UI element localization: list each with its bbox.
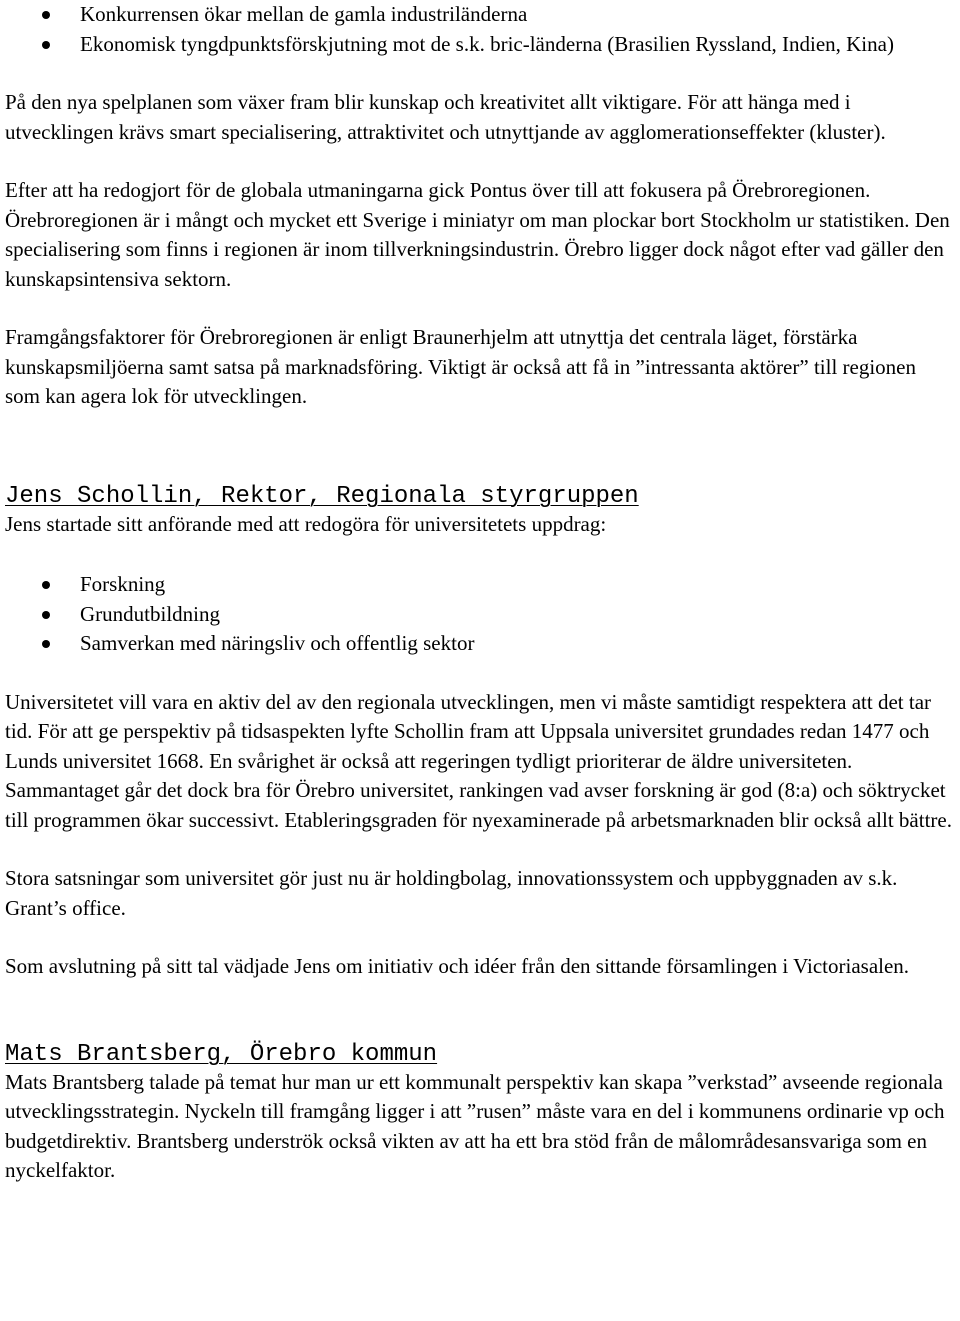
paragraph-satsningar: Stora satsningar som universitet gör just nu är holdingbolag, innovationssystem och uppbyggnaden av s.k. Grant’s office. xyxy=(5,866,898,920)
list-item: Ekonomisk tyngdpunktsförskjutning mot de s.k. bric-länderna (Brasilien Ryssland, Indien, Kina) xyxy=(80,30,960,60)
paragraph-framgangsfaktorer: Framgångsfaktorer för Örebroregionen är enligt Braunerhjelm att utnyttja det centrala läget, förstärka kunskapsmiljöerna samt satsa på marknadsföring. Viktigt är också att få in ”intressanta aktörer” till regionen som kan agera lok för utvecklingen. xyxy=(5,325,916,408)
paragraph-brantsberg: Mats Brantsberg talade på temat hur man ur ett kommunalt perspektiv kan skapa ”verkstad” avseende regionala utvecklingsstrategin. Nyckeln till framgång ligger i att ”rusen” måste vara en del i kommunens ordinarie vp och budgetdirektiv. Brantsberg underströk också vikten av att ha ett bra stöd från de målområdesansvariga som en nyckelfaktor. xyxy=(5,1069,945,1182)
paragraph-orebroregionen: Efter att ha redogjort för de globala utmaningarna gick Pontus över till att fokusera på Örebroregionen. Örebroregionen är i mångt och mycket ett Sverige i miniatyr om man plockar bort Stockholm ur statistiken. Den specialisering som finns i regionen är inom tillverkningsindustrin. Örebro ligger dock något efter vad gäller den kunskapsintensiva sektorn. xyxy=(5,178,950,291)
list-item: Samverkan med näringsliv och offentlig sektor xyxy=(80,629,960,659)
schollin-bullet-list xyxy=(5,570,960,659)
section-heading-schollin: Jens Schollin, Rektor, Regionala styrgruppen xyxy=(5,482,639,510)
paragraph-spelplanen: På den nya spelplanen som växer fram blir kunskap och kreativitet allt viktigare. För att hänga med i utvecklingen krävs smart specialisering, attraktivitet och utnyttjande av agglomerationseffekter (kluster). xyxy=(5,90,886,144)
intro-bullet-list xyxy=(5,0,960,59)
list-item: Forskning xyxy=(80,570,960,600)
section-heading-brantsberg: Mats Brantsberg, Örebro kommun xyxy=(5,1040,438,1068)
paragraph-schollin-lead: Jens startade sitt anförande med att redogöra för universitetets uppdrag: xyxy=(5,511,607,536)
list-item: Konkurrensen ökar mellan de gamla industriländerna xyxy=(80,0,960,30)
list-item: Grundutbildning xyxy=(80,600,960,630)
paragraph-avslutning: Som avslutning på sitt tal vädjade Jens om initiativ och idéer från den sittande församlingen i Victoriasalen. xyxy=(5,954,910,978)
paragraph-universitetet: Universitetet vill vara en aktiv del av den regionala utvecklingen, men vi måste samtidigt respektera att det tar tid. För att ge perspektiv på tidsaspekten lyfte Schollin fram att Uppsala universitet grundades redan 1477 och Lunds universitet 1668. En svårighet är också att regeringen tydligt prioriterar de äldre universiteten. Sammantaget går det dock bra för Örebro universitet, rankingen vad avser forskning är god (8:a) och söktrycket till programmen ökar successivt. Etableringsgraden för nyexaminerade på arbetsmarknaden blir också allt bättre. xyxy=(5,689,952,832)
